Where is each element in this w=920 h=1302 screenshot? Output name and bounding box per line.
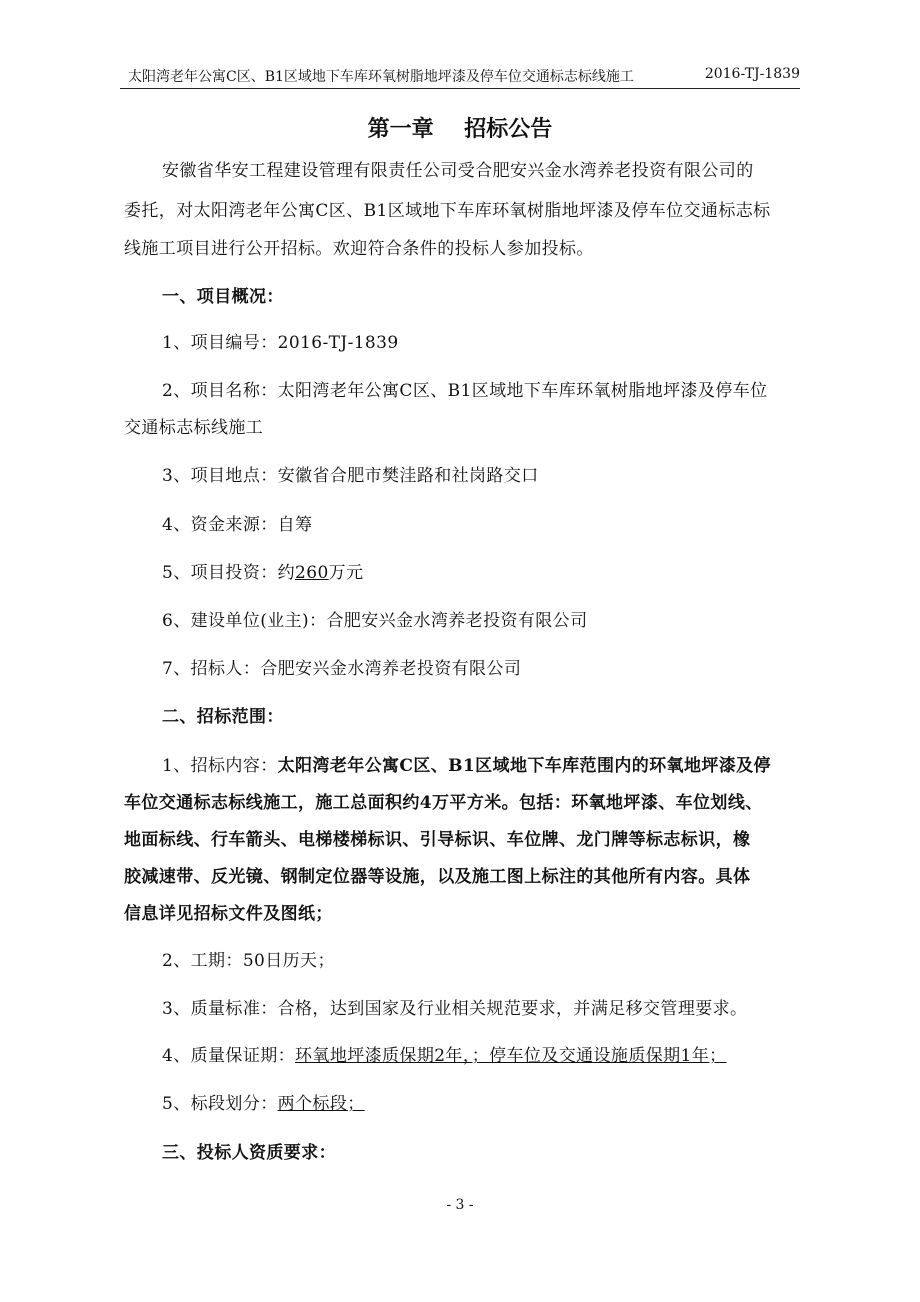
warranty-value: 环氧地坪漆质保期2年，；停车位及交通设施质保期1年； bbox=[295, 1046, 727, 1066]
warranty-period bbox=[162, 1041, 727, 1066]
page-number: - 3 - bbox=[446, 1197, 474, 1213]
lot-division bbox=[162, 1089, 365, 1114]
quality-standard: 3、质量标准：合格，达到国家及行业相关规范要求，并满足移交管理要求。 bbox=[162, 999, 748, 1019]
investment-label: 5、项目投资：约 bbox=[162, 563, 296, 583]
section3-heading: 三、投标人资质要求： bbox=[162, 1143, 336, 1163]
project-number: 1、项目编号：2016-TJ-1839 bbox=[162, 333, 399, 353]
tender-content-line-5: 信息详见招标文件及图纸； bbox=[124, 904, 333, 924]
project-name-line-2: 交通标志标线施工 bbox=[124, 418, 264, 438]
project-name-line-1: 2、项目名称：太阳湾老年公寓C区、B1区域地下车库环氧树脂地坪漆及停车位 bbox=[162, 381, 768, 401]
tender-content-line-1 bbox=[162, 751, 771, 776]
investment-unit: 万元 bbox=[328, 563, 364, 583]
chapter-title: 第一章 招标公告 bbox=[367, 116, 553, 142]
tender-content-text-1: 太阳湾老年公寓C区、B1区域地下车库范围内的环氧地坪漆及停 bbox=[277, 756, 771, 776]
tenderer: 7、招标人：合肥安兴金水湾养老投资有限公司 bbox=[162, 659, 522, 679]
funding-source: 4、资金来源：自筹 bbox=[162, 515, 313, 535]
construction-period: 2、工期：50日历天； bbox=[162, 951, 335, 971]
header-code: 2016-TJ-1839 bbox=[704, 66, 800, 82]
warranty-label: 4、质量保证期： bbox=[162, 1046, 296, 1066]
lot-division-value: 两个标段； bbox=[277, 1094, 365, 1114]
investment-amount: 260 bbox=[295, 563, 329, 583]
tender-content-label: 1、招标内容： bbox=[162, 756, 278, 776]
header-title: 太阳湾老年公寓C区、B1区域地下车库环氧树脂地坪漆及停车位交通标志标线施工 bbox=[128, 69, 634, 85]
intro-line-3: 线施工项目进行公开招标。欢迎符合条件的投标人参加投标。 bbox=[124, 239, 594, 259]
section1-heading: 一、项目概况： bbox=[162, 287, 284, 307]
page-header bbox=[120, 66, 800, 89]
tender-content-line-3: 地面标线、行车箭头、电梯楼梯标识、引导标识、车位牌、龙门牌等标志标识，橡 bbox=[124, 830, 751, 850]
section2-heading: 二、招标范围： bbox=[162, 707, 284, 727]
project-location: 3、项目地点：安徽省合肥市樊洼路和社岗路交口 bbox=[162, 466, 539, 486]
intro-line-1: 安徽省华安工程建设管理有限责任公司受合肥安兴金水湾养老投资有限公司的 bbox=[162, 161, 754, 181]
project-investment bbox=[162, 558, 363, 583]
construction-unit: 6、建设单位(业主)：合肥安兴金水湾养老投资有限公司 bbox=[162, 611, 588, 631]
tender-content-line-4: 胶减速带、反光镜、钢制定位器等设施，以及施工图上标注的其他所有内容。具体 bbox=[124, 867, 751, 887]
tender-content-line-2: 车位交通标志标线施工，施工总面积约4万平方米。包括：环氧地坪漆、车位划线、 bbox=[124, 793, 763, 813]
intro-line-2: 委托，对太阳湾老年公寓C区、B1区域地下车库环氧树脂地坪漆及停车位交通标志标 bbox=[124, 201, 771, 221]
lot-division-label: 5、标段划分： bbox=[162, 1094, 278, 1114]
